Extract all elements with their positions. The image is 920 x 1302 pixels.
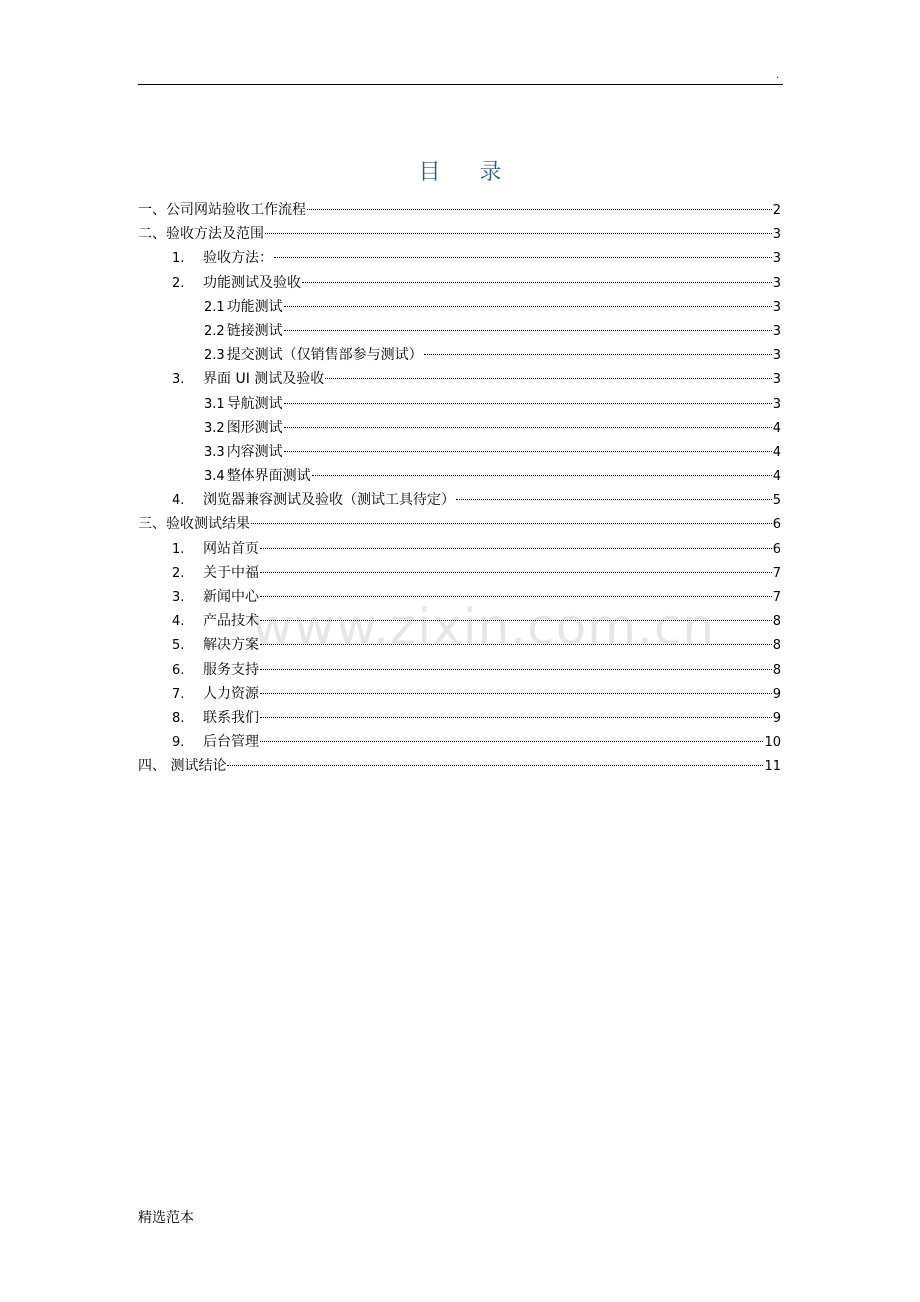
toc-dot-leader [260,693,772,694]
toc-dot-leader [456,499,772,500]
toc-entry[interactable] [138,343,781,367]
toc-entry-label: 产品技术 [203,613,259,630]
toc-entry-label: 联系我们 [203,709,259,726]
toc-entry[interactable] [138,537,781,561]
toc-entry[interactable] [138,464,781,488]
toc-entry-number: 7. [172,686,185,702]
header-mark: . [776,70,780,81]
toc-entry[interactable] [138,416,781,440]
toc-dot-leader [284,330,772,331]
toc-entry-label: 图形测试 [226,419,283,436]
toc-entry-page: 7 [772,590,781,605]
toc-entry[interactable] [138,392,781,416]
toc-entry-page: 3 [772,251,781,267]
toc-entry-page: 9 [772,710,781,726]
toc-entry-number: 2. [172,275,185,291]
toc-entry-page: 9 [772,686,781,702]
toc-dot-leader [284,306,772,307]
toc-entry-number: 1. [172,251,185,267]
toc-dot-leader [260,596,772,597]
toc-entry-number: 3.1 [204,396,225,412]
toc-dot-leader [307,209,772,210]
toc-entry-label: 验收方法： [203,250,273,267]
toc-entry-page: 3 [772,396,781,412]
toc-entry-page: 8 [772,614,781,630]
toc-dot-leader [265,233,772,234]
toc-entry[interactable] [138,198,781,222]
toc-dot-leader [260,644,772,645]
toc-entry-label: 四、 测试结论 [138,758,227,775]
toc-dot-leader [227,765,763,766]
toc-entry-number: 3.2 [204,420,225,436]
toc-dot-leader [260,548,772,549]
toc-entry-label: 浏览器兼容测试及验收（测试工具待定） [203,492,455,509]
toc-entry-label: 人力资源 [203,685,259,702]
toc-entry-number: 5. [172,638,185,654]
toc-entry-label: 关于中福 [203,564,259,581]
toc-dot-leader [325,378,771,379]
toc-dot-leader [284,403,772,404]
toc-entry-number: 2. [172,565,185,581]
toc-entry[interactable] [138,295,781,319]
toc-entry-page: 3 [772,227,781,243]
toc-entry-page: 3 [772,275,781,291]
toc-entry-number: 1. [172,541,185,557]
toc-entry-page: 2 [772,203,781,218]
toc-entry-number: 2.3 [204,348,225,364]
toc-entry[interactable] [138,706,781,730]
toc-entry-label: 新闻中心 [203,589,259,605]
toc-dot-leader [260,741,763,742]
toc-entry[interactable] [138,512,781,536]
toc-entry-number: 6. [172,662,185,678]
toc-dot-leader [260,669,772,670]
toc-entry-label: 界面 UI 测试及验收 [203,371,325,388]
toc-entry-number: 3. [172,590,185,605]
toc-entry[interactable] [138,754,781,778]
toc-entry-page: 3 [772,299,781,315]
toc-dot-leader [284,451,772,452]
toc-entry-page: 8 [772,638,781,654]
toc-entry-label: 链接测试 [226,322,283,339]
toc-entry-label: 提交测试（仅销售部参与测试） [226,347,423,364]
toc-entry-label: 三、验收测试结果 [138,516,250,533]
toc-entry-number: 4. [172,614,185,630]
toc-entry[interactable] [138,561,781,585]
watermark: www.zixin.com.cn [252,598,716,656]
toc-entry-number: 4. [172,493,185,509]
toc-entry-number: 3. [172,372,185,388]
toc-dot-leader [260,572,772,573]
toc-entry-page: 3 [772,372,781,388]
toc-dot-leader [424,354,772,355]
toc-entry-page: 3 [772,323,781,339]
toc-dot-leader [302,282,772,283]
toc-entry[interactable] [138,440,781,464]
toc-dot-leader [251,523,772,524]
toc-dot-leader [284,427,772,428]
toc-entry-label: 解决方案 [203,637,259,654]
toc-entry-page: 4 [772,420,781,436]
toc-entry[interactable] [138,633,781,657]
toc-entry-page: 6 [772,517,781,533]
toc-entry-number: 3.3 [204,444,225,460]
toc-title: 目 录 [418,160,518,185]
toc-entry[interactable] [138,319,781,343]
toc-entry[interactable] [138,585,781,609]
toc-entry-page: 5 [772,493,781,509]
toc-entry-page: 4 [772,469,781,485]
toc-entry-number: 9. [172,735,185,751]
toc-entry-label: 功能测试 [226,298,283,315]
toc-entry[interactable] [138,658,781,682]
toc-entry-label: 内容测试 [226,443,283,460]
toc-entry[interactable] [138,367,781,391]
toc-entry-label: 功能测试及验收 [203,274,301,291]
header-rule [138,84,783,85]
toc-dot-leader [260,717,772,718]
toc-entry-number: 2.1 [204,299,225,315]
toc-entry-label: 导航测试 [226,395,283,412]
toc-entry[interactable] [138,271,781,295]
footer-text: 精选范本 [138,1210,194,1226]
toc-entry-page: 6 [772,541,781,557]
toc-entry-page: 3 [772,348,781,364]
toc-entry-page: 4 [772,444,781,460]
toc-entry-label: 整体界面测试 [226,468,311,485]
toc-dot-leader [274,257,772,258]
toc-entry[interactable] [138,730,781,754]
toc-entry-label: 一、公司网站验收工作流程 [138,202,306,218]
toc-entry[interactable] [138,609,781,633]
toc-entry-page: 8 [772,662,781,678]
toc-entry-number: 2.2 [204,323,225,339]
toc-entry-page: 7 [772,565,781,581]
toc-entry[interactable] [138,222,781,246]
toc-entry-label: 网站首页 [203,540,259,557]
toc-dot-leader [312,475,772,476]
toc-entry[interactable] [138,682,781,706]
toc-dot-leader [260,620,772,621]
table-of-contents [138,198,781,779]
toc-entry-number: 8. [172,710,185,726]
toc-entry[interactable] [138,488,781,512]
toc-entry[interactable] [138,246,781,270]
toc-entry-label: 后台管理 [203,734,259,751]
toc-entry-label: 服务支持 [203,661,259,678]
toc-entry-label: 二、验收方法及范围 [138,226,264,243]
toc-entry-number: 3.4 [204,469,225,485]
toc-entry-page: 10 [764,735,781,751]
toc-entry-page: 11 [764,759,781,775]
